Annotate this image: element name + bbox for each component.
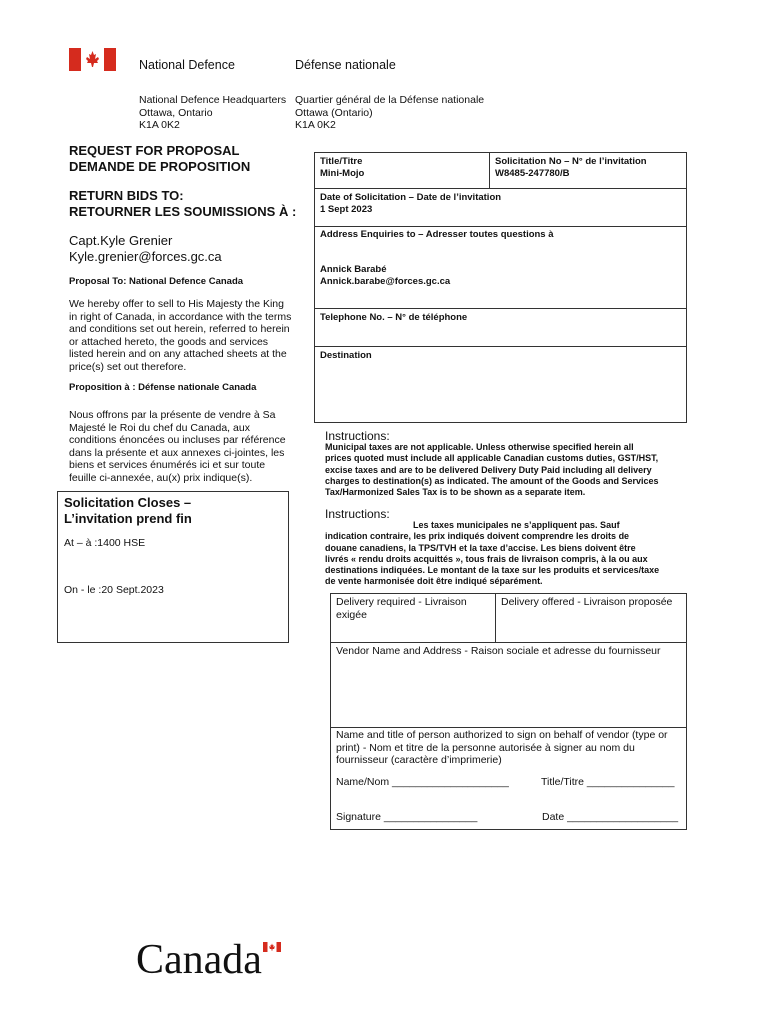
title-value: Mini-Mojo (320, 168, 365, 179)
return-bids-heading: RETURN BIDS TO: RETOURNER LES SOUMISSIONS À : (69, 188, 297, 219)
vendor-response-table (330, 593, 687, 830)
instructions-en-text: Municipal taxes are not applicable. Unless otherwise specified herein all prices quoted must include all applicable Canadian customs duties, GST/HST, excise taxes and are to be delivered Delivery Duty Paid including all delivery charges to destination(s) as indicated. The amount of the Goods and Services Tax/Harmonized Sales Tax is to be shown as a separate item. (325, 442, 659, 498)
row-divider (315, 226, 686, 227)
closes-time: At – à :1400 HSE (64, 537, 146, 549)
contact-info: Capt.Kyle Grenier Kyle.grenier@forces.gc.ca (69, 233, 222, 264)
offer-text-fr: Nous offrons par la présente de vendre à Sa Majesté le Roi du chef du Canada, aux conditions énoncées ou incluses par référence dans la présente et aux annexes ci-jointes, les biens et services énumérés ici et sur toute feuille ci-annexée, au(x) prix indique(s). (69, 409, 286, 484)
row-divider (315, 346, 686, 347)
delivery-offered-label: Delivery offered - Livraison proposée (501, 596, 673, 608)
name-field[interactable]: Name/Nom ____________________ (336, 776, 509, 788)
solicitation-number-value: W8485-247780/B (495, 168, 570, 179)
delivery-required-label: Delivery required - Livraison exigée (336, 596, 467, 621)
offer-text-en: We hereby offer to sell to His Majesty the King in right of Canada, in accordance with the terms and conditions set out herein, referred to herein or attached hereto, the goods and services listed herein and on any attached sheets at the price(s) set out therefore. (69, 298, 292, 373)
solicitation-date-value: 1 Sept 2023 (320, 204, 373, 215)
solicitation-date-label: Date of Solicitation – Date de l’invitation (320, 192, 502, 203)
instructions-fr-heading: Instructions: (325, 507, 390, 521)
telephone-label: Telephone No. – N° de téléphone (320, 312, 468, 323)
rfp-title: REQUEST FOR PROPOSAL DEMANDE DE PROPOSITION (69, 143, 251, 174)
enquiries-label: Address Enquiries to – Adresser toutes questions à (320, 229, 554, 240)
row-divider (315, 188, 686, 189)
title-field[interactable]: Title/Titre _______________ (541, 776, 675, 788)
solicitation-info-table (314, 152, 687, 423)
closes-date: On - le :20 Sept.2023 (64, 584, 164, 596)
row-divider (331, 642, 686, 643)
closes-title: Solicitation Closes – L’invitation prend fin (64, 495, 192, 526)
solicitation-number-label: Solicitation No – N° de l’invitation (495, 156, 647, 167)
instructions-fr-text: Les taxes municipales ne s’appliquent pas. Sauf indication contraire, les prix indiqués doivent comprendre les droits de douane canadiens, la TPS/TVH et la taxe d’accise. Les biens doivent être livrés « rendu droits acquittés », tous frais de livraison compris, à la ou aux destinations indiquées. Le montant de la taxe sur les produits et services/taxe de vente harmonisée doit être indiqué séparément. (325, 520, 660, 587)
title-label: Title/Titre (320, 156, 363, 167)
solicitation-closes-box (57, 491, 289, 643)
hq-address-en: National Defence Headquarters Ottawa, Ontario K1A 0K2 (139, 94, 287, 131)
proposal-to-fr: Proposition à : Défense nationale Canada (69, 382, 257, 393)
signature-field[interactable]: Signature ________________ (336, 811, 478, 823)
canada-wordmark: Canada (136, 937, 262, 983)
cell-divider (489, 153, 490, 188)
row-divider (331, 727, 686, 728)
department-name-fr: Défense nationale (295, 58, 396, 72)
canada-flag-icon (69, 48, 116, 71)
vendor-name-address-label: Vendor Name and Address - Raison sociale et adresse du fournisseur (336, 645, 661, 657)
authorized-person-label: Name and title of person authorized to sign on behalf of vendor (type or print) - Nom et titre de la personne autorisée à signer au nom du fournisseur (caractère d’imprimerie) (336, 729, 668, 766)
wordmark-flag-icon (263, 942, 281, 952)
destination-label: Destination (320, 350, 372, 361)
cell-divider (495, 594, 496, 642)
row-divider (315, 308, 686, 309)
enquiries-contact: Annick Barabé Annick.barabe@forces.gc.ca (320, 264, 451, 287)
instructions-en-heading: Instructions: (325, 429, 390, 443)
department-name-en: National Defence (139, 58, 235, 72)
hq-address-fr: Quartier général de la Défense nationale Ottawa (Ontario) K1A 0K2 (295, 94, 485, 131)
date-field[interactable]: Date ___________________ (542, 811, 679, 823)
proposal-to-en: Proposal To: National Defence Canada (69, 276, 244, 287)
